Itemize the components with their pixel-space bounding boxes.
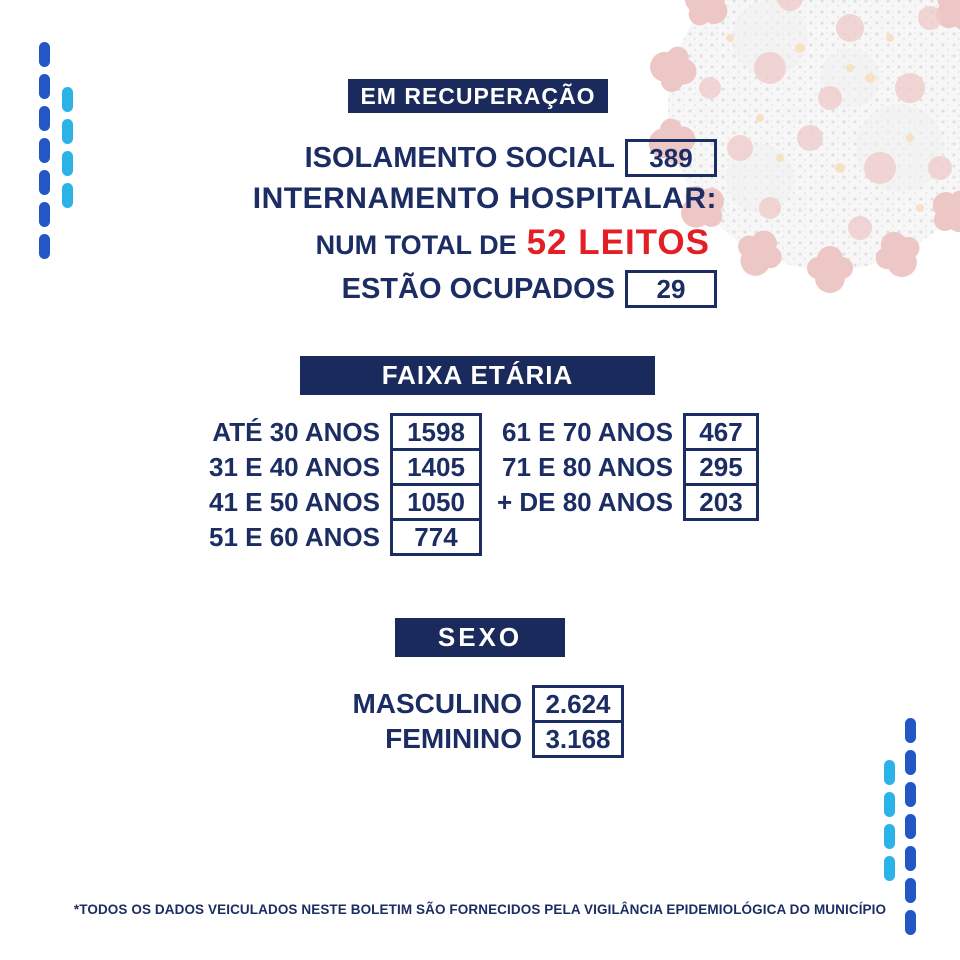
- age-row: [180, 413, 482, 451]
- sex-row-value-box: 2.624: [532, 685, 624, 723]
- age-row: [180, 448, 482, 486]
- age-row-label: 31 E 40 ANOS: [208, 451, 380, 482]
- age-row-value-box: 203: [683, 483, 759, 521]
- section-banner-age: FAIXA ETÁRIA: [300, 356, 655, 395]
- age-row: [470, 448, 759, 486]
- age-row: [180, 518, 482, 556]
- age-row-label: 71 E 80 ANOS: [501, 451, 673, 482]
- occupied-row: [342, 270, 717, 308]
- occupied-label: ESTÃO OCUPADOS: [341, 272, 615, 305]
- sex-row-label: FEMININO: [385, 723, 522, 754]
- sex-row: [330, 720, 624, 758]
- dashed-line-top-left-cyan: [62, 87, 73, 208]
- footer-note: *TODOS OS DADOS VEICULADOS NESTE BOLETIM SÃO FORNECIDOS PELA VIGILÂNCIA EPIDEMIOLÓGICA DO MUNICÍPIO: [73, 902, 887, 917]
- age-row: [470, 413, 759, 451]
- age-row-value-box: 1405: [390, 448, 482, 486]
- beds-total-row: [316, 223, 710, 263]
- beds-total-prefix: NUM TOTAL DE: [315, 230, 517, 260]
- age-table-right-column: [470, 413, 759, 521]
- section-banner-recovery: EM RECUPERAÇÃO: [348, 79, 608, 113]
- age-row-label: 41 E 50 ANOS: [208, 486, 380, 517]
- beds-total-highlight: 52 LEITOS: [526, 223, 710, 262]
- dashed-line-bottom-right-cyan: [884, 760, 895, 881]
- age-row: [180, 483, 482, 521]
- isolation-value-box: 389: [625, 139, 717, 177]
- age-row-value-box: 467: [683, 413, 759, 451]
- age-row-label: ATÉ 30 ANOS: [212, 416, 380, 447]
- age-row-label: + DE 80 ANOS: [496, 486, 673, 517]
- sex-table: [330, 685, 624, 758]
- age-row-label: 51 E 60 ANOS: [208, 521, 380, 552]
- hospital-label: INTERNAMENTO HOSPITALAR:: [252, 182, 717, 215]
- isolation-row: [305, 139, 717, 177]
- age-row: [470, 483, 759, 521]
- sex-row-label: MASCULINO: [352, 688, 522, 719]
- age-row-value-box: 1050: [390, 483, 482, 521]
- section-banner-sex: SEXO: [395, 618, 565, 657]
- occupied-value-box: 29: [625, 270, 717, 308]
- sex-row: [330, 685, 624, 723]
- isolation-label: ISOLAMENTO SOCIAL: [304, 141, 615, 174]
- age-row-value-box: 774: [390, 518, 482, 556]
- dashed-line-top-left-blue: [39, 42, 50, 259]
- age-table-left-column: [180, 413, 482, 556]
- age-row-value-box: 1598: [390, 413, 482, 451]
- sex-row-value-box: 3.168: [532, 720, 624, 758]
- age-row-value-box: 295: [683, 448, 759, 486]
- age-row-label: 61 E 70 ANOS: [501, 416, 673, 447]
